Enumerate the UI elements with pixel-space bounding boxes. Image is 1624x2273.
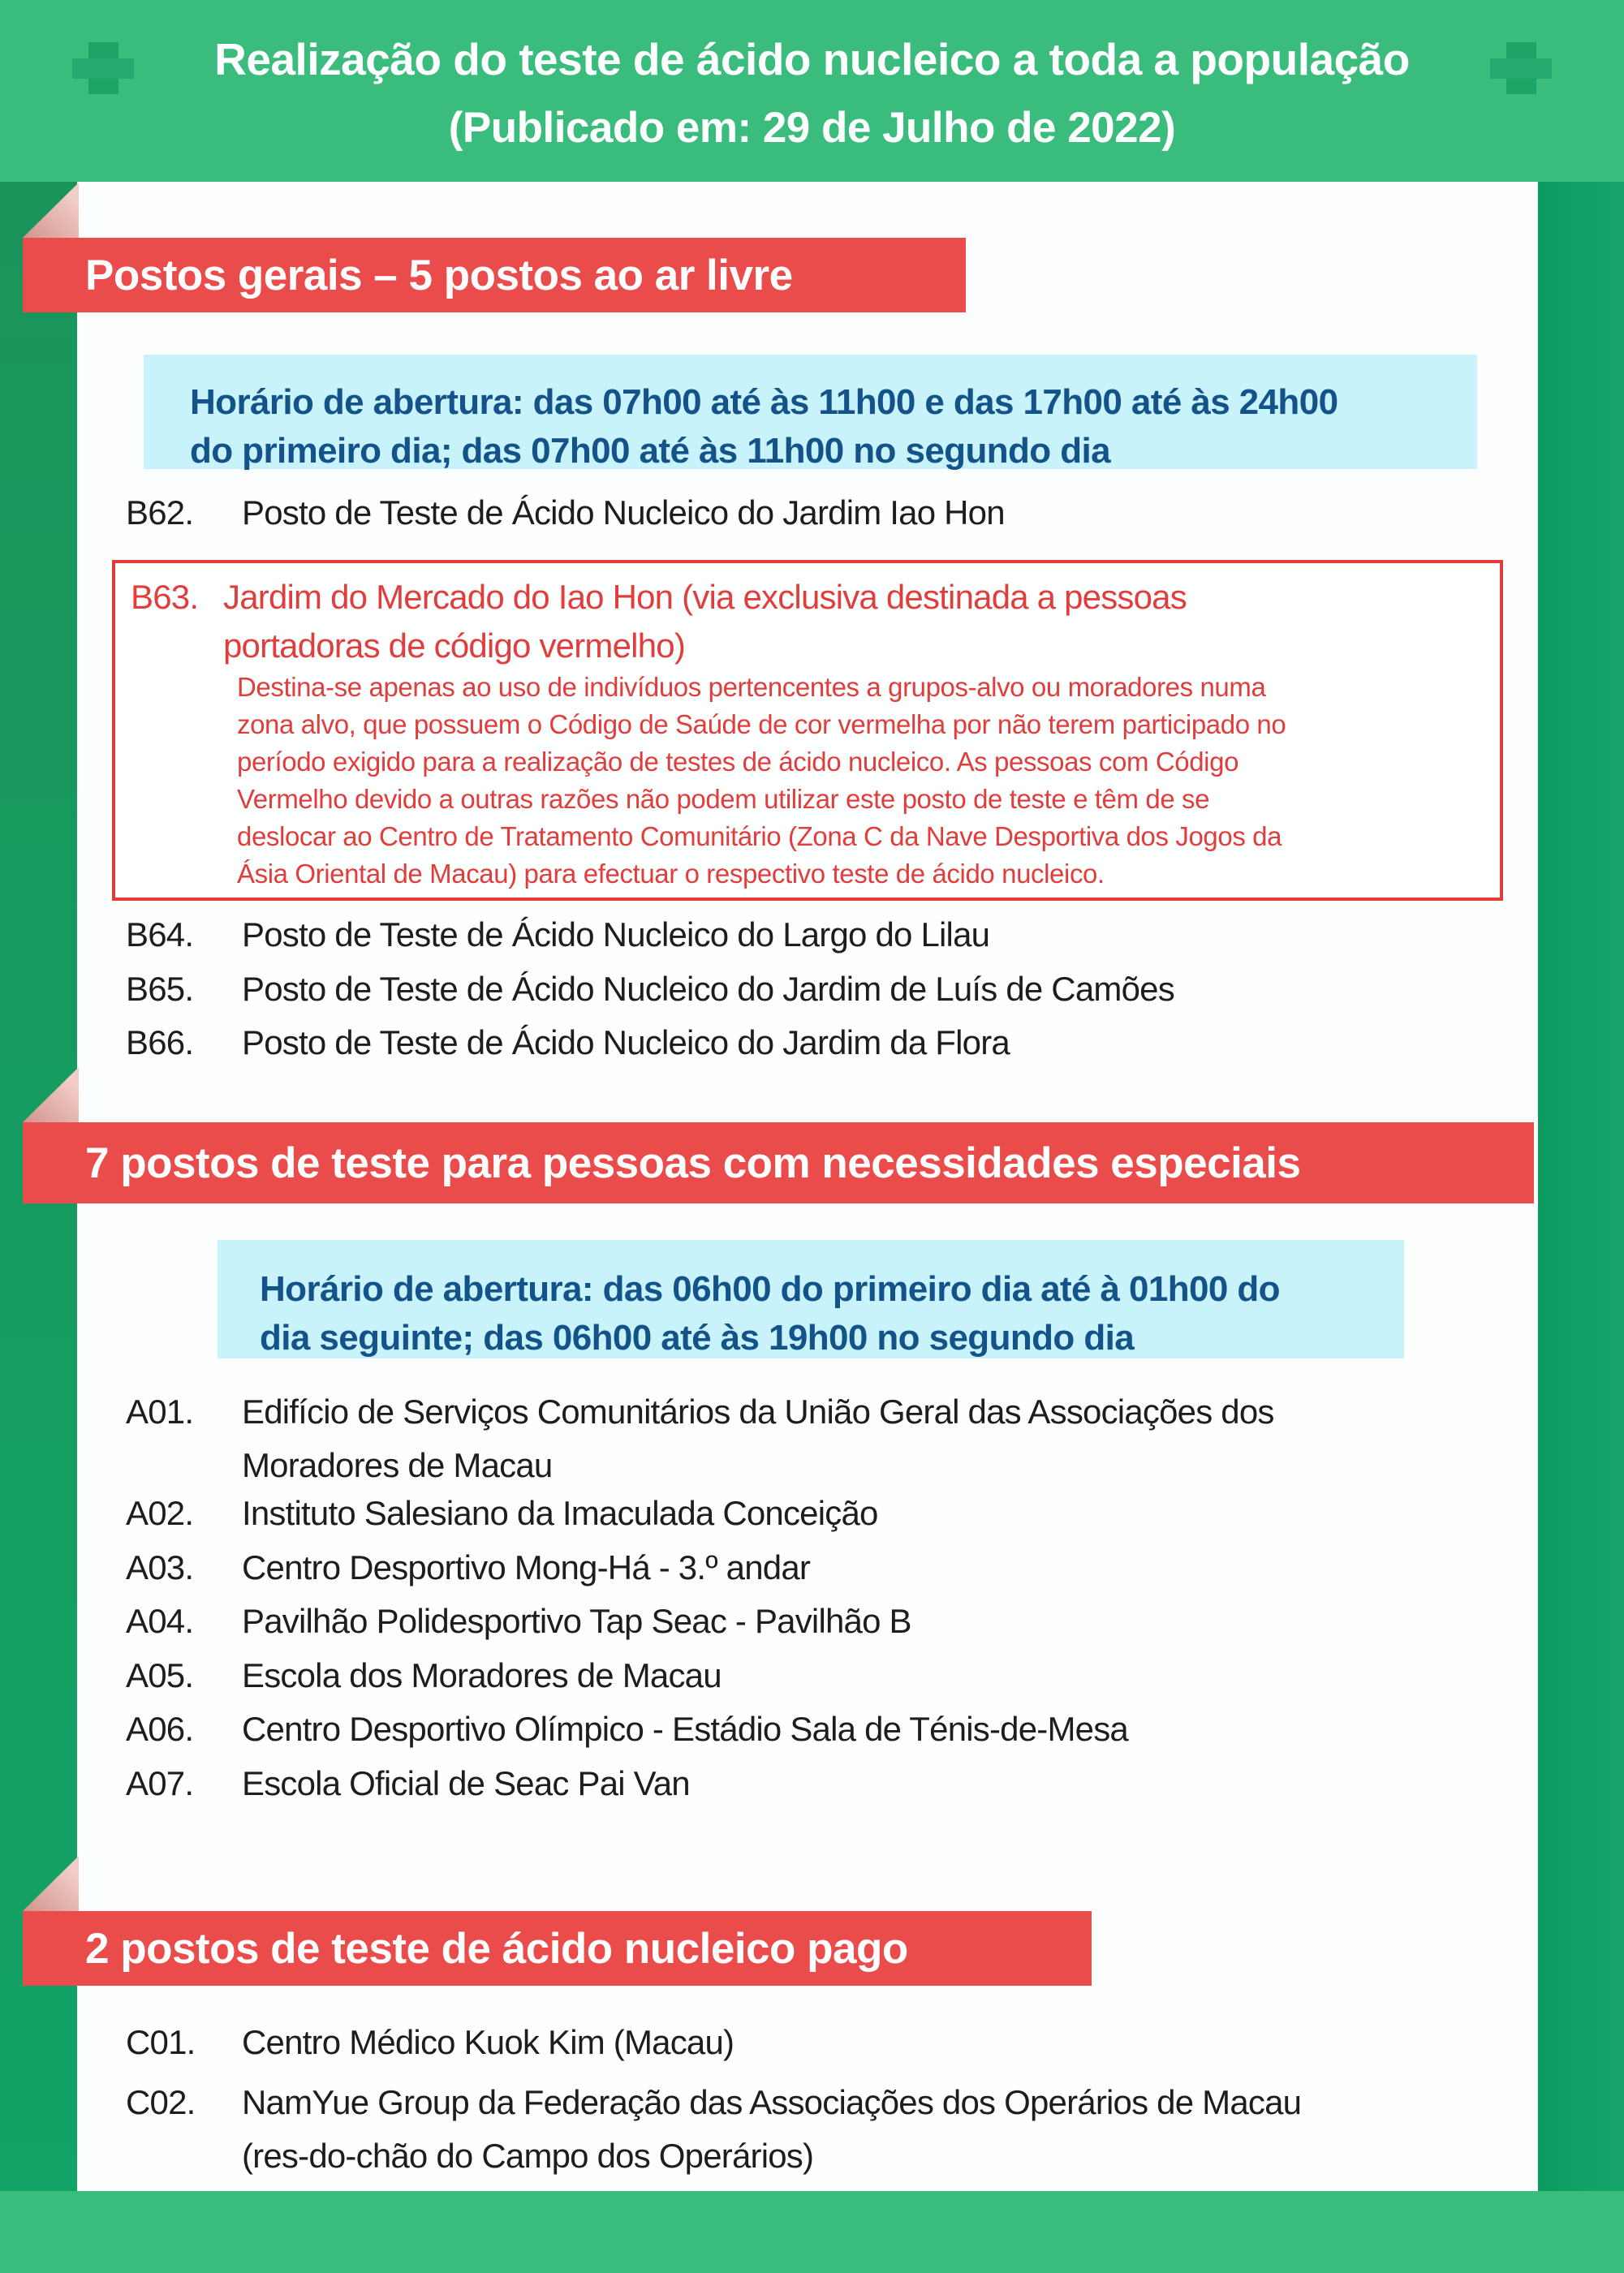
item-text: Posto de Teste de Ácido Nucleico do Jardim Iao Hon xyxy=(242,493,1005,532)
item-code: C01. xyxy=(126,2023,196,2061)
item-c01 xyxy=(126,2022,734,2063)
header-band xyxy=(0,0,1624,182)
item-text-line2: Moradores de Macau xyxy=(242,1446,553,1484)
opening-hours-line1: Horário de abertura: das 06h00 do primeiro dia até à 01h00 do xyxy=(260,1269,1280,1309)
page-title-line2: (Publicado em: 29 de Julho de 2022) xyxy=(448,104,1176,152)
item-code: C02. xyxy=(126,2083,196,2121)
item-code: A05. xyxy=(126,1656,194,1694)
item-text: Escola dos Moradores de Macau xyxy=(242,1656,722,1694)
item-code: B62. xyxy=(126,493,194,532)
opening-hours-line2: dia seguinte; das 06h00 até às 19h00 no segundo dia xyxy=(260,1318,1135,1358)
page-title-line1: Realização do teste de ácido nucleico a toda a população xyxy=(214,34,1410,84)
item-text-line1: NamYue Group da Federação das Associações dos Operários de Macau xyxy=(242,2083,1302,2121)
item-a06 xyxy=(126,1709,1128,1750)
section-header-general xyxy=(23,238,966,312)
section-header-paid xyxy=(23,1911,1092,1986)
notice-body-line: Vermelho devido a outras razões não podem utilizar este posto de teste e têm de se xyxy=(237,784,1210,814)
section-header-label: Postos gerais – 5 postos ao ar livre xyxy=(85,251,793,299)
notice-body-line: Ásia Oriental de Macau) para efectuar o respectivo teste de ácido nucleico. xyxy=(237,859,1105,889)
opening-hours-box-special xyxy=(218,1240,1404,1358)
item-code: A02. xyxy=(126,1494,194,1532)
item-code: A07. xyxy=(126,1764,194,1802)
notice-heading xyxy=(131,573,1187,670)
item-code: B64. xyxy=(126,915,194,954)
notice-body-line: Destina-se apenas ao uso de indivíduos pertencentes a grupos-alvo ou moradores numa xyxy=(237,672,1266,702)
item-a07 xyxy=(126,1763,690,1804)
item-b64 xyxy=(126,915,989,955)
notice-body-line: zona alvo, que possuem o Código de Saúde de cor vermelha por não terem participado no xyxy=(237,709,1286,739)
opening-hours-box-general xyxy=(144,355,1477,469)
item-c02 xyxy=(126,2076,1301,2183)
notice-body xyxy=(237,669,1286,893)
item-b62 xyxy=(126,493,1005,533)
opening-hours-line2: do primeiro dia; das 07h00 até às 11h00 no segundo dia xyxy=(190,431,1110,471)
item-text xyxy=(242,1385,1274,1492)
section-header-label: 7 postos de teste para pessoas com necessidades especiais xyxy=(85,1139,1301,1187)
notice-body-line: período exigido para a realização de testes de ácido nucleico. As pessoas com Código xyxy=(237,747,1239,777)
item-b65 xyxy=(126,969,1174,1010)
footer-band xyxy=(0,2191,1624,2273)
item-text: Centro Desportivo Olímpico - Estádio Sala de Ténis-de-Mesa xyxy=(242,1710,1128,1748)
item-code: B66. xyxy=(126,1023,194,1061)
item-text: Posto de Teste de Ácido Nucleico do Largo do Lilau xyxy=(242,915,990,954)
section-header-label: 2 postos de teste de ácido nucleico pago xyxy=(85,1924,908,1973)
item-text: Centro Médico Kuok Kim (Macau) xyxy=(242,2023,734,2061)
item-a02 xyxy=(126,1493,878,1534)
item-text: Escola Oficial de Seac Pai Van xyxy=(242,1764,690,1802)
item-a05 xyxy=(126,1655,722,1696)
item-code: A01. xyxy=(126,1393,194,1431)
item-text: Pavilhão Polidesportivo Tap Seac - Pavilhão B xyxy=(242,1602,911,1640)
item-a03 xyxy=(126,1548,810,1588)
notice-title-line2: portadoras de código vermelho) xyxy=(223,626,686,665)
red-code-notice-box xyxy=(112,560,1503,901)
item-code: B65. xyxy=(126,970,194,1008)
item-code: B63. xyxy=(131,578,199,616)
notice-body-line: deslocar ao Centro de Tratamento Comunitário (Zona C da Nave Desportiva dos Jogos da xyxy=(237,821,1282,851)
item-code: A06. xyxy=(126,1710,194,1748)
item-text: Instituto Salesiano da Imaculada Conceição xyxy=(242,1494,878,1532)
item-a04 xyxy=(126,1601,911,1642)
item-text xyxy=(242,2076,1301,2183)
item-text-line2: (res-do-chão do Campo dos Operários) xyxy=(242,2137,814,2175)
item-a01 xyxy=(126,1385,1274,1492)
item-b66 xyxy=(126,1022,1010,1063)
item-code: A03. xyxy=(126,1548,194,1586)
item-text-line1: Edifício de Serviços Comunitários da União Geral das Associações dos xyxy=(242,1393,1274,1431)
item-text: Centro Desportivo Mong-Há - 3.º andar xyxy=(242,1548,811,1586)
opening-hours-line1: Horário de abertura: das 07h00 até às 11h00 e das 17h00 até às 24h00 xyxy=(190,382,1338,422)
section-header-special xyxy=(23,1122,1534,1203)
item-text: Posto de Teste de Ácido Nucleico do Jardim de Luís de Camões xyxy=(242,970,1174,1008)
right-edge-strip xyxy=(1538,182,1624,2191)
item-text: Posto de Teste de Ácido Nucleico do Jardim da Flora xyxy=(242,1023,1010,1061)
notice-title xyxy=(223,573,1187,670)
item-code: A04. xyxy=(126,1602,194,1640)
notice-title-line1: Jardim do Mercado do Iao Hon (via exclusiva destinada a pessoas xyxy=(223,578,1187,616)
